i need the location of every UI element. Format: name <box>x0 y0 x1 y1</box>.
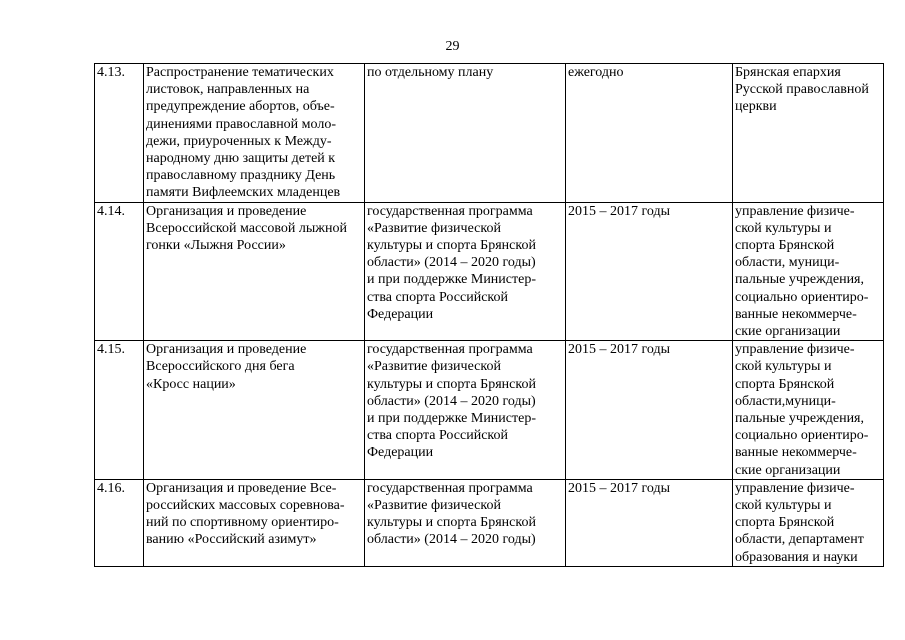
term-cell <box>566 202 733 341</box>
cell-text-line: «Развитие физической <box>367 220 501 236</box>
basis-cell <box>365 202 566 341</box>
cell-text-line: ства спорта Российской <box>367 289 508 305</box>
cell-text-line: православному празднику День <box>146 168 336 184</box>
cell-text-line: управление физиче- <box>735 480 855 496</box>
measure-name-cell <box>144 479 365 566</box>
measure-name-cell <box>144 202 365 341</box>
cell-text-line: государственная программа <box>367 480 533 496</box>
row-number: 4.13. <box>97 65 125 80</box>
cell-text-line: «Развитие физической <box>367 498 501 514</box>
row-number: 4.15. <box>97 342 125 358</box>
cell-text-line: «Развитие физической <box>367 359 501 375</box>
cell-text-line: области» (2014 – 2020 годы) <box>367 393 536 409</box>
cell-text-line: 2015 – 2017 годы <box>568 480 671 496</box>
basis-cell <box>365 341 566 480</box>
term-cell <box>566 64 733 203</box>
measures-table <box>94 63 884 567</box>
cell-text-line: и при поддержке Министер- <box>367 272 536 288</box>
cell-text-line: ванные некоммерче- <box>735 445 857 461</box>
cell-text-line: государственная программа <box>367 203 533 219</box>
executor-cell <box>733 479 884 566</box>
cell-text-line: Русской православной <box>735 82 869 98</box>
cell-text-line: ской культуры и <box>735 359 832 375</box>
cell-text-line: культуры и спорта Брянской <box>367 376 536 392</box>
cell-text-line: дежи, приуроченных к Между- <box>146 133 332 149</box>
cell-text-line: ские организации <box>735 324 841 340</box>
cell-text-line: образования и науки <box>735 549 858 565</box>
cell-text-line: динениями православной моло- <box>146 116 336 132</box>
cell-text-line: «Кросс нации» <box>146 376 236 392</box>
cell-text-line: предупреждение абортов, объе- <box>146 99 335 115</box>
row-number-cell <box>95 64 144 203</box>
cell-text-line: области» (2014 – 2020 годы) <box>367 255 536 271</box>
basis-cell <box>365 479 566 566</box>
cell-text-line: области» (2014 – 2020 годы) <box>367 532 536 548</box>
measure-name-cell <box>144 64 365 203</box>
cell-text-line: спорта Брянской <box>735 515 835 531</box>
cell-text-line: церкви <box>735 99 777 115</box>
cell-text-line: Всероссийского дня бега <box>146 359 295 375</box>
cell-text-line: ванию «Российский азимут» <box>146 532 317 548</box>
cell-text-line: народному дню защиты детей к <box>146 151 336 167</box>
cell-text-line: ские организации <box>735 462 841 478</box>
cell-text-line: государственная программа <box>367 342 533 358</box>
row-number-cell <box>95 479 144 566</box>
cell-text-line: ской культуры и <box>735 220 832 236</box>
cell-text-line: Федерации <box>367 445 434 461</box>
cell-text-line: ежегодно <box>568 65 624 80</box>
cell-text-line: спорта Брянской <box>735 376 835 392</box>
cell-text-line: социально ориентиро- <box>735 428 869 444</box>
executor-cell <box>733 341 884 480</box>
cell-text-line: области, муници- <box>735 255 840 271</box>
cell-text-line: управление физиче- <box>735 342 855 358</box>
cell-text-line: пальные учреждения, <box>735 272 865 288</box>
table-row <box>95 341 884 480</box>
cell-text-line: Организация и проведение <box>146 342 307 358</box>
cell-text-line: Организация и проведение <box>146 203 307 219</box>
term-cell <box>566 341 733 480</box>
cell-text-line: области, департамент <box>735 532 864 548</box>
cell-text-line: управление физиче- <box>735 203 855 219</box>
executor-cell <box>733 64 884 203</box>
table-row <box>95 479 884 566</box>
table-row <box>95 64 884 203</box>
row-number: 4.16. <box>97 480 125 496</box>
cell-text-line: 2015 – 2017 годы <box>568 203 671 219</box>
row-number: 4.14. <box>97 203 125 219</box>
row-number-cell <box>95 341 144 480</box>
cell-text-line: социально ориентиро- <box>735 289 869 305</box>
cell-text-line: 2015 – 2017 годы <box>568 342 671 358</box>
measure-name-cell <box>144 341 365 480</box>
cell-text-line: ской культуры и <box>735 498 832 514</box>
cell-text-line: области,муници- <box>735 393 836 409</box>
cell-text-line: Федерации <box>367 306 434 322</box>
table-row <box>95 202 884 341</box>
cell-text-line: ванные некоммерче- <box>735 306 857 322</box>
cell-text-line: пальные учреждения, <box>735 411 865 427</box>
executor-cell <box>733 202 884 341</box>
cell-text-line: памяти Вифлеемских младенцев <box>146 185 341 201</box>
cell-text-line: культуры и спорта Брянской <box>367 515 536 531</box>
cell-text-line: культуры и спорта Брянской <box>367 238 536 254</box>
cell-text-line: и при поддержке Министер- <box>367 411 536 427</box>
cell-text-line: ства спорта Российской <box>367 428 508 444</box>
cell-text-line: Всероссийской массовой лыжной <box>146 220 347 236</box>
cell-text-line: по отдельному плану <box>367 65 494 80</box>
cell-text-line: Распространение тематических <box>146 65 334 80</box>
page-number: 29 <box>445 39 460 54</box>
basis-cell <box>365 64 566 203</box>
cell-text-line: ний по спортивному ориентиро- <box>146 515 339 531</box>
cell-text-line: листовок, направленных на <box>146 82 310 98</box>
cell-text-line: Организация и проведение Все- <box>146 480 337 496</box>
cell-text-line: Брянская епархия <box>735 65 841 80</box>
cell-text-line: российских массовых соревнова- <box>146 498 345 514</box>
cell-text-line: гонки «Лыжня России» <box>146 238 286 254</box>
row-number-cell <box>95 202 144 341</box>
cell-text-line: спорта Брянской <box>735 238 835 254</box>
term-cell <box>566 479 733 566</box>
